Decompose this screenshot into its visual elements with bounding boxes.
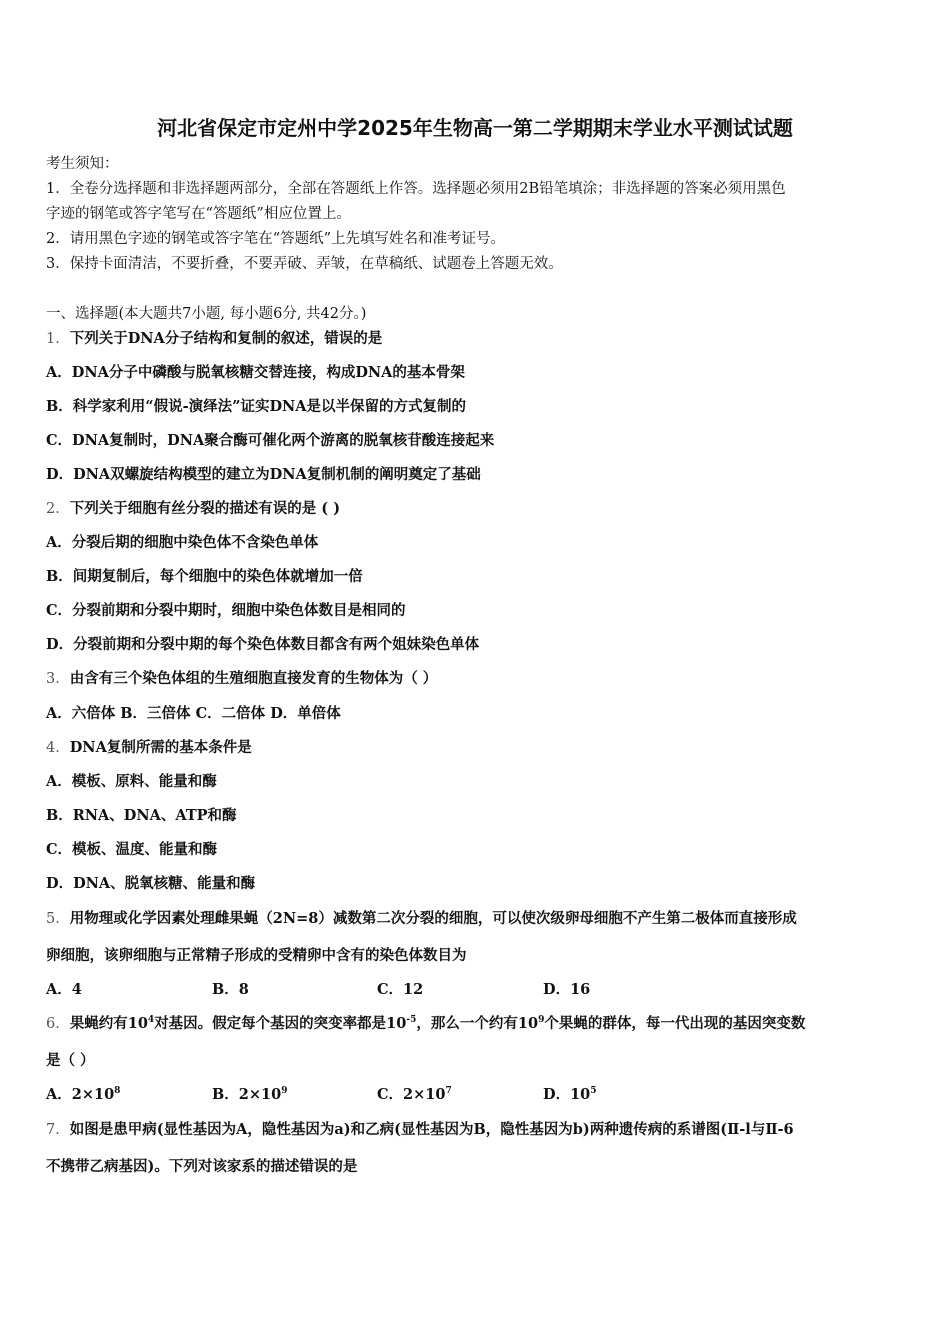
q6-option-d	[543, 1083, 597, 1104]
notice-item-2: 2．请用黑色字迹的钢笔或答字笔在“答题纸”上先填写姓名和准考证号。	[46, 231, 506, 247]
q4-option-a: A．模板、原料、能量和酶	[46, 773, 217, 790]
question-1	[46, 327, 382, 348]
question-number: 4．	[46, 740, 70, 756]
question-number: 6．	[46, 1016, 70, 1032]
question-7	[46, 1118, 794, 1139]
q5-option-d: D．16	[543, 981, 591, 998]
q4-option-d: D．DNA、脱氧核糖、能量和酶	[46, 875, 256, 892]
option-text: A．2×10	[46, 1086, 115, 1103]
q6-stem-cont: 是（ ）	[46, 1052, 95, 1069]
question-number: 3．	[46, 671, 70, 687]
question-number: 2．	[46, 501, 70, 517]
q5-option-b: B．8	[212, 981, 249, 998]
q6-option-c	[377, 1083, 452, 1104]
notice-heading: 考生须知：	[46, 156, 119, 172]
question-stem: 用物理或化学因素处理雌果蝇（2N=8）减数第二次分裂的细胞，可以使次级卵母细胞不产生第二极体而直接形成	[69, 910, 797, 927]
superscript: 9	[538, 1015, 545, 1025]
superscript: 8	[114, 1086, 121, 1096]
q2-option-c: C．分裂前期和分裂中期时，细胞中染色体数目是相同的	[46, 602, 406, 619]
question-stem: 由含有三个染色体组的生殖细胞直接发育的生物体为（ ）	[69, 670, 438, 687]
question-stem-c: ，那么一个约有10	[416, 1015, 539, 1032]
q4-option-c: C．模板、温度、能量和酶	[46, 841, 218, 858]
q1-option-b: B．科学家利用“假说-演绎法”证实DNA是以半保留的方式复制的	[46, 398, 467, 415]
q1-option-a: A．DNA分子中磷酸与脱氧核糖交替连接，构成DNA的基本骨架	[46, 364, 465, 381]
option-text: C．2×10	[377, 1086, 446, 1103]
q4-option-b: B．RNA、DNA、ATP和酶	[46, 807, 237, 824]
question-number: 7．	[46, 1122, 70, 1138]
question-stem: 下列关于DNA分子结构和复制的叙述，错误的是	[69, 330, 383, 347]
q2-option-b: B．间期复制后，每个细胞中的染色体就增加一倍	[46, 568, 363, 585]
superscript: -5	[406, 1015, 417, 1025]
notice-item-1-cont: 字迹的钢笔或答字笔写在“答题纸”相应位置上。	[46, 206, 351, 222]
question-stem-a: 果蝇约有10	[69, 1015, 148, 1032]
question-stem-d: 个果蝇的群体，每一代出现的基因突变数	[544, 1015, 806, 1032]
question-stem: 如图是患甲病(显性基因为A，隐性基因为a)和乙病(显性基因为B，隐性基因为b)两种遗传病的系谱图(Ⅱ-l与Ⅱ-6	[69, 1121, 794, 1138]
question-stem-b: 对基因。假定每个基因的突变率都是10	[154, 1015, 407, 1032]
q1-option-d: D．DNA双螺旋结构模型的建立为DNA复制机制的阐明奠定了基础	[46, 466, 481, 483]
notice-item-3: 3．保持卡面清洁，不要折叠，不要弄破、弄皱，在草稿纸、试题卷上答题无效。	[46, 256, 563, 272]
option-text: B．2×10	[212, 1086, 282, 1103]
superscript: 9	[281, 1086, 288, 1096]
page-title: 河北省保定市定州中学2025年生物高一第二学期期末学业水平测试试题	[157, 116, 793, 140]
superscript: 5	[590, 1086, 597, 1096]
question-4	[46, 736, 252, 757]
q3-options: A．六倍体 B．三倍体 C．二倍体 D．单倍体	[46, 705, 341, 722]
notice-item-1: 1．全卷分选择题和非选择题两部分，全部在答题纸上作答。选择题必须用2B铅笔填涂；非选择题的答案必须用黑色	[46, 181, 786, 197]
question-stem: 下列关于细胞有丝分裂的描述有误的是 ( )	[69, 500, 341, 517]
q5-stem-cont: 卵细胞，该卵细胞与正常精子形成的受精卵中含有的染色体数目为	[46, 947, 467, 964]
question-5	[46, 907, 797, 928]
q6-option-a	[46, 1083, 120, 1104]
question-6	[46, 1012, 805, 1033]
q2-option-d: D．分裂前期和分裂中期的每个染色体数目都含有两个姐妹染色单体	[46, 636, 480, 653]
question-2	[46, 497, 340, 518]
q5-option-c: C．12	[377, 981, 424, 998]
question-number: 1．	[46, 331, 70, 347]
superscript: 7	[445, 1086, 452, 1096]
q6-option-b	[212, 1083, 287, 1104]
question-number: 5．	[46, 911, 70, 927]
section-heading: 一、选择题(本大题共7小题, 每小题6分, 共42分。)	[46, 306, 367, 322]
question-3	[46, 667, 437, 688]
q2-option-a: A．分裂后期的细胞中染色体不含染色单体	[46, 534, 319, 551]
option-text: D．10	[543, 1086, 591, 1103]
superscript: 4	[147, 1015, 155, 1025]
q7-stem-cont: 不携带乙病基因)。下列对该家系的描述错误的是	[46, 1158, 358, 1175]
question-stem: DNA复制所需的基本条件是	[69, 739, 252, 756]
q1-option-c: C．DNA复制时，DNA聚合酶可催化两个游离的脱氧核苷酸连接起来	[46, 432, 495, 449]
q5-option-a: A．4	[46, 981, 82, 998]
